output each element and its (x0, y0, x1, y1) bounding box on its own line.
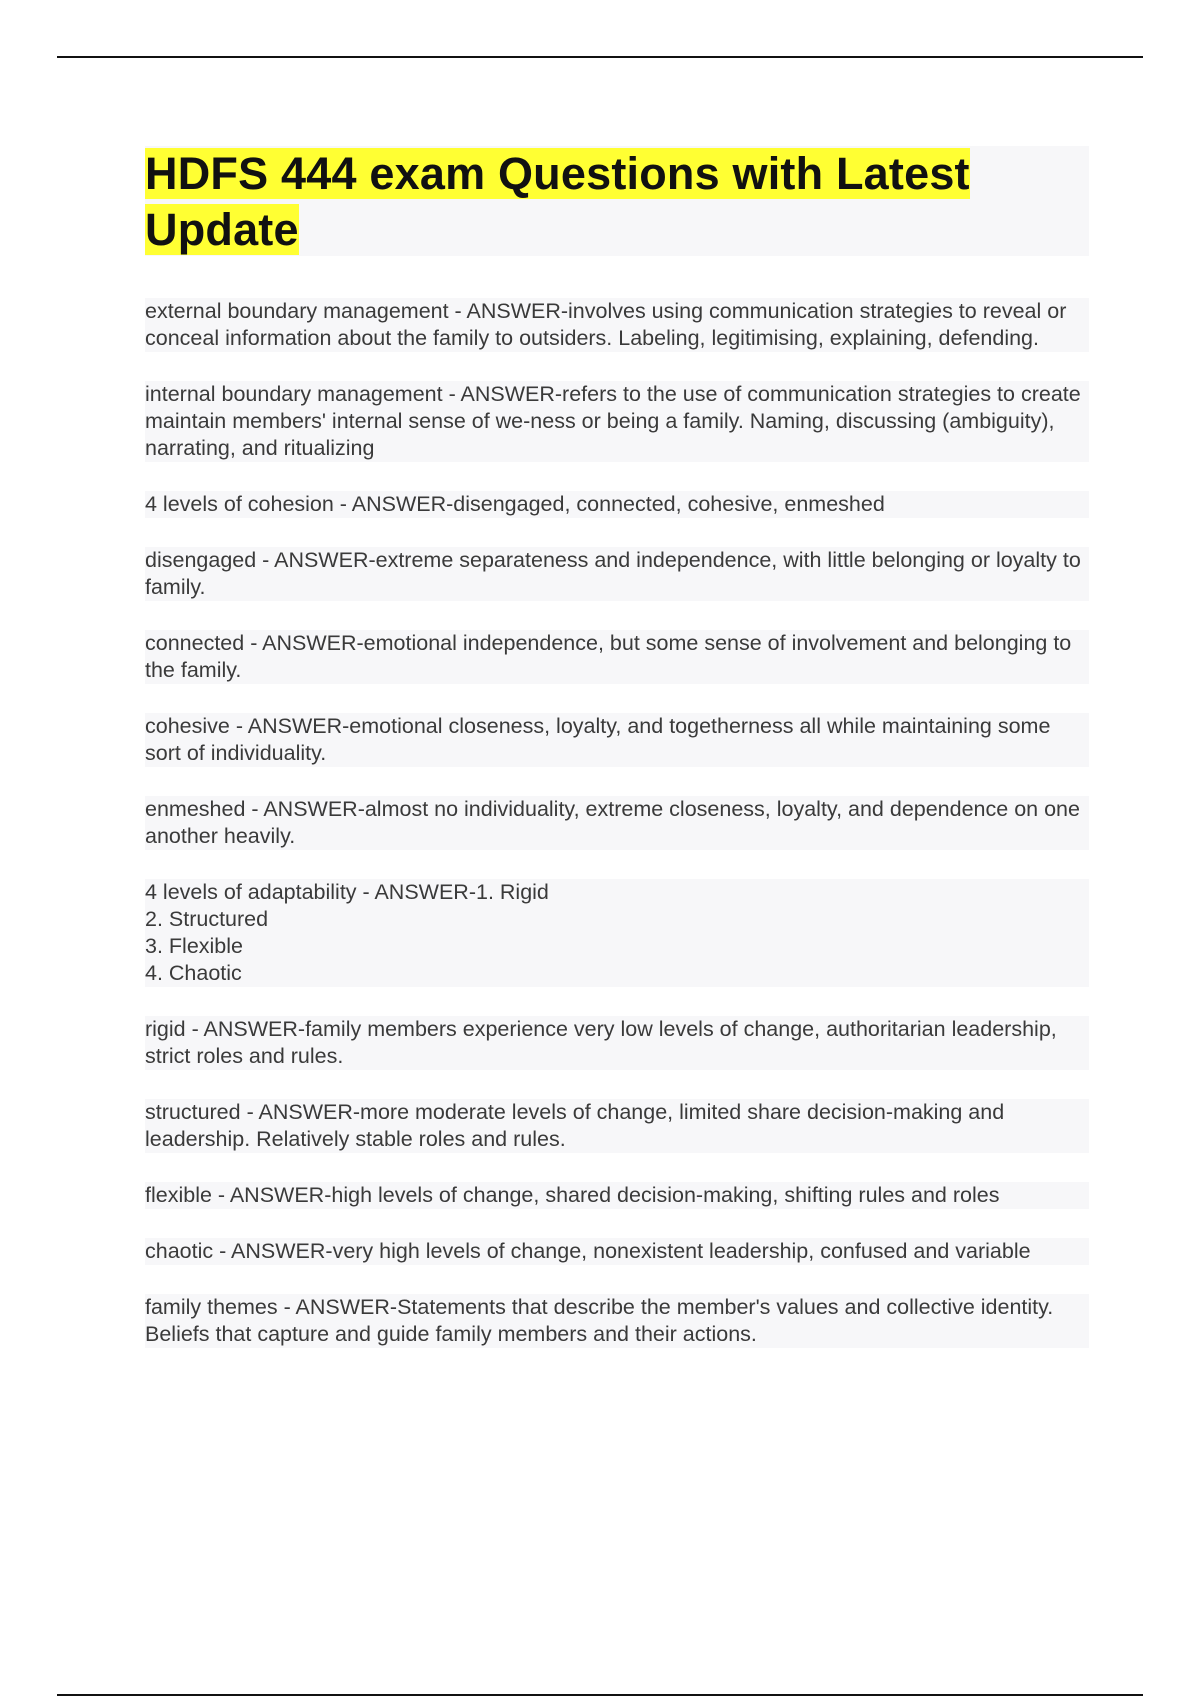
document-title (145, 146, 1089, 258)
document-body (145, 146, 1089, 1377)
qa-list (145, 298, 1089, 1348)
qa-entry-levels-of-cohesion: 4 levels of cohesion - ANSWER-disengaged, connected, cohesive, enmeshed (145, 491, 1089, 518)
top-rule (57, 56, 1143, 58)
title-highlight: HDFS 444 exam Questions with Latest Update (145, 148, 970, 255)
qa-entry-internal-boundary-management: internal boundary management - ANSWER-refers to the use of communication strategies to create maintain members' internal sense of we-ness or being a family. Naming, discussing (ambiguity), narrating, and ritualizing (145, 381, 1089, 462)
qa-entry-enmeshed: enmeshed - ANSWER-almost no individuality, extreme closeness, loyalty, and dependence on one another heavily. (145, 796, 1089, 850)
qa-entry-cohesive: cohesive - ANSWER-emotional closeness, loyalty, and togetherness all while maintaining some sort of individuality. (145, 713, 1089, 767)
bottom-rule (57, 1694, 1143, 1696)
qa-entry-chaotic: chaotic - ANSWER-very high levels of change, nonexistent leadership, confused and variable (145, 1238, 1089, 1265)
title-block (145, 146, 1089, 256)
qa-entry-disengaged: disengaged - ANSWER-extreme separateness and independence, with little belonging or loyalty to family. (145, 547, 1089, 601)
qa-entry-flexible: flexible - ANSWER-high levels of change, shared decision-making, shifting rules and roles (145, 1182, 1089, 1209)
qa-entry-family-themes: family themes - ANSWER-Statements that describe the member's values and collective identity. Beliefs that capture and guide family members and their actions. (145, 1294, 1089, 1348)
qa-entry-external-boundary-management: external boundary management - ANSWER-involves using communication strategies to reveal or conceal information about the family to outsiders. Labeling, legitimising, explaining, defending. (145, 298, 1089, 352)
qa-entry-structured: structured - ANSWER-more moderate levels of change, limited share decision-making and leadership. Relatively stable roles and rules. (145, 1099, 1089, 1153)
qa-entry-rigid: rigid - ANSWER-family members experience very low levels of change, authoritarian leadership, strict roles and rules. (145, 1016, 1089, 1070)
qa-entry-levels-of-adaptability: 4 levels of adaptability - ANSWER-1. Rigid 2. Structured 3. Flexible 4. Chaotic (145, 879, 1089, 987)
qa-entry-connected: connected - ANSWER-emotional independence, but some sense of involvement and belonging to the family. (145, 630, 1089, 684)
